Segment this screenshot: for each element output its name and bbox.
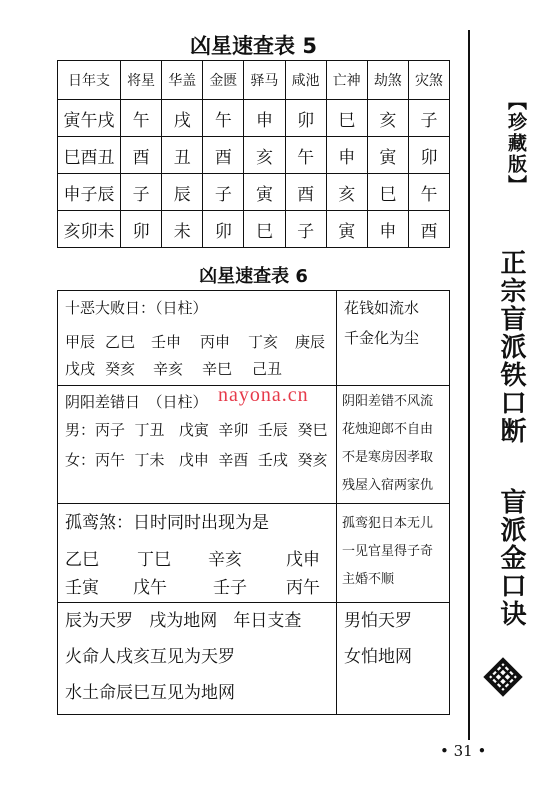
table5-cell: 未 [162,211,203,248]
table5-cell: 巳 [326,100,367,137]
pillar: 壬申 [151,333,182,351]
table-row [58,137,450,174]
table5-cell: 寅 [367,137,408,174]
table5-cell: 子 [285,211,326,248]
table5-header-row [58,61,450,100]
block3-heading: 孤鸾煞：日时同时出现为是 [65,513,269,533]
block2-heading: 阴阳差错日 （日柱） [65,393,208,411]
table5-cell: 亥 [367,100,408,137]
table5-cell: 戌 [162,100,203,137]
table5-cell: 卯 [285,100,326,137]
table6-title: 凶星速查表 6 [199,266,308,287]
table5-cell: 午 [408,174,449,211]
table5-cell: 酉 [285,174,326,211]
table5-header-cell: 劫煞 [367,61,408,100]
table5-cell: 申 [244,100,285,137]
block1-side-line: 花钱如流水 [344,299,420,317]
pillar: 戊戌 [65,360,96,378]
table5-header-cell: 日年支 [58,61,121,100]
table5 [57,60,450,248]
pillar: 丁巳 [137,550,171,570]
table5-cell: 巳 [244,211,285,248]
edition-label: 【珍藏版】 [505,90,527,196]
table5-cell: 丑 [162,137,203,174]
table5-cell: 亥 [244,137,285,174]
watermark: nayona.cn [218,384,309,406]
pillar: 己丑 [252,360,283,378]
block2-side-line: 阴阳差错不风流 [342,394,434,409]
table5-cell: 卯 [408,137,449,174]
pillar: 戊申 [286,550,320,570]
table5-cell: 申 [367,211,408,248]
table5-title: 凶星速查表 5 [190,34,317,58]
endless-knot-icon [482,656,524,698]
book-title-main: 正宗盲派铁口断 [496,249,526,445]
block2-side-line: 花烛迎郎不自由 [342,422,434,437]
table5-cell: 子 [408,100,449,137]
block4-line3: 水土命辰巳互见为地网 [65,683,235,703]
table6 [57,290,450,715]
table5-cell: 酉 [121,137,162,174]
block1-side-line: 千金化为尘 [344,329,420,347]
book-title-sub: 盲派金口诀 [496,488,526,628]
table5-cell: 申 [326,137,367,174]
pillar: 癸亥 [105,360,136,378]
table5-cell: 卯 [203,211,244,248]
table5-cell: 寅午戌 [58,100,121,137]
table5-cell: 巳酉丑 [58,137,121,174]
table5-header-cell: 华盖 [162,61,203,100]
block4-line1: 辰为天罗 戌为地网 年日支查 [65,611,302,631]
table5-cell: 亥 [326,174,367,211]
block2-female-line: 女：丙午 丁未 戊申 辛酉 壬戌 癸亥 [65,451,328,469]
pillar: 丙申 [200,333,231,351]
table5-cell: 酉 [203,137,244,174]
block2-side-line: 残屋入宿两家仇 [342,478,434,493]
table5-cell: 申子辰 [58,174,121,211]
block4-line2: 火命人戌亥互见为天罗 [65,647,235,667]
table5-header-cell: 咸池 [285,61,326,100]
table5-cell: 午 [121,100,162,137]
table5-cell: 辰 [162,174,203,211]
table5-cell: 午 [285,137,326,174]
pillar: 乙巳 [105,333,136,351]
pillar: 壬寅 [65,578,99,598]
table5-cell: 卯 [121,211,162,248]
pillar: 丁亥 [248,333,279,351]
table-row [58,174,450,211]
table5-header-cell: 将星 [121,61,162,100]
table5-header-cell: 金匮 [203,61,244,100]
table5-cell: 子 [121,174,162,211]
block3-side-line: 一见官星得子奇 [342,544,434,559]
pillar: 辛巳 [202,360,233,378]
table-row [58,100,450,137]
table5-header-cell: 灾煞 [408,61,449,100]
pillar: 庚辰 [295,333,326,351]
block2-male-line: 男：丙子 丁丑 戊寅 辛卯 壬辰 癸巳 [65,421,328,439]
table5-cell: 亥卯未 [58,211,121,248]
table6-row-divider [58,503,449,504]
table6-row-divider [58,602,449,603]
table5-header-cell: 驿马 [244,61,285,100]
pillar: 壬子 [213,578,247,598]
block4-side-line: 男怕天罗 [344,611,412,631]
table5-header-cell: 亡神 [326,61,367,100]
margin-rule [468,30,470,740]
table5-cell: 酉 [408,211,449,248]
pillar: 辛亥 [153,360,184,378]
pillar: 辛亥 [208,550,242,570]
table5-cell: 午 [203,100,244,137]
pillar: 丙午 [286,578,320,598]
pillar: 甲辰 [65,333,96,351]
page-number: • 31 • [440,742,487,760]
block4-side-line: 女怕地网 [344,647,412,667]
block3-side-line: 主婚不顺 [342,572,395,587]
table5-cell: 寅 [244,174,285,211]
table-row [58,211,450,248]
table5-cell: 巳 [367,174,408,211]
table5-cell: 寅 [326,211,367,248]
block3-side-line: 孤鸾犯日本无儿 [342,516,434,531]
pillar: 乙巳 [65,550,99,570]
pillar: 戊午 [133,578,167,598]
block1-heading: 十恶大败日：（日柱） [65,299,208,317]
table5-cell: 子 [203,174,244,211]
block2-side-line: 不是寒房因孝取 [342,450,434,465]
